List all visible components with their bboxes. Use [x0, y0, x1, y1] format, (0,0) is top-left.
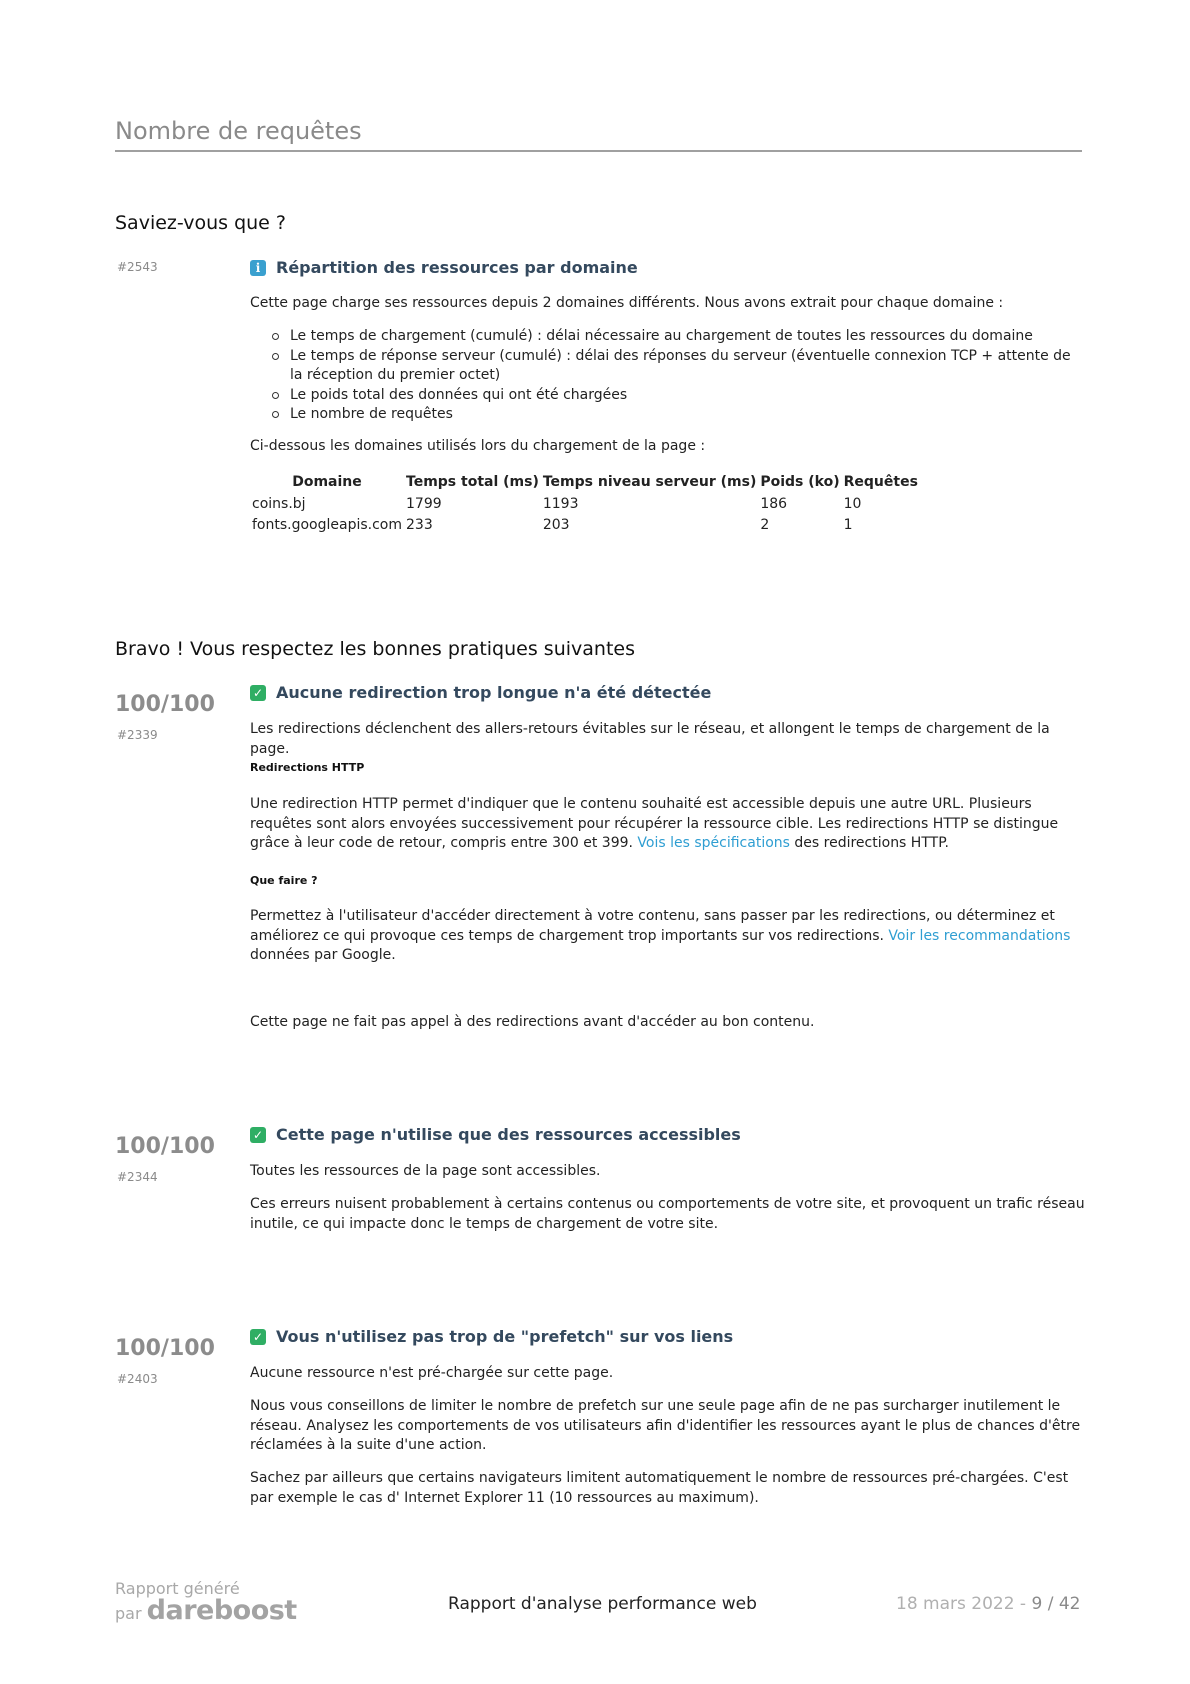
table-row	[250, 494, 920, 515]
table-intro: Ci-dessous les domaines utilisés lors du chargement de la page :	[250, 438, 706, 454]
rule-id: #2344	[117, 1170, 158, 1184]
check-icon: ✓	[250, 1329, 266, 1345]
rule-title	[250, 258, 638, 277]
rule-paragraph: Sachez par ailleurs que certains navigateurs limitent automatiquement le nombre de ressources pré-chargées. C'est par exemple le cas d' Internet Explorer 11 (10 ressources au maximum).	[250, 1470, 1069, 1506]
rule-title	[250, 1125, 741, 1144]
table-cell: fonts.googleapis.com	[252, 517, 403, 533]
table-cell: 186	[760, 496, 788, 512]
rule-paragraph: Nous vous conseillons de limiter le nombre de prefetch sur une seule page afin de ne pas surcharger inutilement le réseau. Analysez les comportements de vos utilisateurs afin d'identifier les ressources ayant le plus de chances d'être réclamées à la suite d'une action.	[250, 1398, 1081, 1453]
table-row	[250, 515, 920, 536]
rule-title-text: Répartition des ressources par domaine	[276, 258, 638, 277]
footer-branding	[115, 1578, 297, 1625]
footer-date-page	[896, 1594, 1080, 1614]
table-cell: 2	[760, 517, 770, 533]
rule-paragraph	[250, 907, 1085, 966]
rule-paragraph	[250, 795, 1085, 854]
rule-title-text: Aucune redirection trop longue n'a été détectée	[276, 683, 712, 702]
subheading: Que faire ?	[250, 874, 318, 887]
score-badge: 100/100	[115, 692, 215, 717]
domains-table	[250, 472, 920, 536]
score-badge: 100/100	[115, 1134, 215, 1159]
list-item: Le temps de chargement (cumulé) : délai nécessaire au chargement de toutes les ressources du domaine	[250, 327, 1085, 347]
check-icon: ✓	[250, 1127, 266, 1143]
column-header: Temps niveau serveur (ms)	[542, 474, 757, 490]
page-title: Nombre de requêtes	[115, 114, 1082, 152]
section-title-good-practices: Bravo ! Vous respectez les bonnes pratiques suivantes	[115, 638, 635, 660]
list-item: Le nombre de requêtes	[250, 405, 1085, 425]
list-item: Le poids total des données qui ont été chargées	[250, 386, 1085, 406]
info-icon: i	[250, 260, 266, 276]
table-cell: coins.bj	[252, 496, 306, 512]
table-cell: 1799	[406, 496, 442, 512]
score-badge: 100/100	[115, 1336, 215, 1361]
column-header: Poids (ko)	[760, 474, 840, 490]
check-icon: ✓	[250, 685, 266, 701]
rule-id: #2543	[117, 260, 158, 274]
table-cell: 203	[542, 517, 570, 533]
bullet-list	[250, 327, 1085, 425]
subheading: Redirections HTTP	[250, 761, 365, 774]
rule-paragraph: Cette page ne fait pas appel à des redirections avant d'accéder au bon contenu.	[250, 1014, 815, 1030]
rule-title	[250, 683, 711, 702]
table-cell: 233	[406, 517, 433, 533]
footer-date: 18 mars 2022 -	[896, 1594, 1027, 1614]
table-cell: 10	[843, 496, 862, 512]
dareboost-logo: dareboost	[146, 1595, 297, 1626]
section-title-did-you-know: Saviez-vous que ?	[115, 212, 286, 234]
table-cell: 1193	[542, 496, 579, 512]
rule-paragraph: Toutes les ressources de la page sont accessibles.	[250, 1163, 601, 1179]
footer-generated: Rapport généré	[115, 1579, 240, 1598]
table-header-row	[250, 472, 920, 494]
paragraph-text: Permettez à l'utilisateur d'accéder directement à votre contenu, sans passer par les redirections, ou déterminez et améliorez ce qui provoque ces temps de chargement trop importants sur vos redirections.	[250, 908, 1055, 944]
paragraph-text: Une redirection HTTP permet d'indiquer que le contenu souhaité est accessible depuis une autre URL. Plusieurs requêtes sont alors envoyées successivement pour récupérer la ressource cible. Les redirections HTTP se distingue grâce à leur code de retour, compris entre 300 et 399.	[250, 796, 1059, 851]
column-header: Requêtes	[843, 474, 918, 490]
rule-paragraph: Ces erreurs nuisent probablement à certains contenus ou comportements de votre site, et provoquent un trafic réseau inutile, ce qui impacte donc le temps de chargement de votre site.	[250, 1196, 1085, 1232]
column-header: Temps total (ms)	[406, 474, 539, 490]
rule-title	[250, 1327, 733, 1346]
page-number: 9 / 42	[1031, 1594, 1081, 1614]
rule-title-text: Cette page n'utilise que des ressources accessibles	[276, 1125, 741, 1144]
list-item: Le temps de réponse serveur (cumulé) : délai des réponses du serveur (éventuelle connexion TCP + attente de la réception du premier octet)	[250, 347, 1085, 386]
footer-report-title: Rapport d'analyse performance web	[448, 1594, 757, 1614]
rule-intro: Cette page charge ses ressources depuis 2 domaines différents. Nous avons extrait pour chaque domaine :	[250, 295, 1004, 311]
column-header: Domaine	[292, 474, 362, 490]
specifications-link[interactable]: Vois les spécifications	[637, 835, 790, 851]
paragraph-text: des redirections HTTP.	[789, 835, 949, 851]
footer-by: par	[115, 1604, 142, 1623]
paragraph-text: données par Google.	[250, 947, 396, 963]
rule-paragraph: Aucune ressource n'est pré-chargée sur cette page.	[250, 1365, 614, 1381]
rule-title-text: Vous n'utilisez pas trop de "prefetch" sur vos liens	[276, 1327, 734, 1346]
rule-id: #2339	[117, 728, 158, 742]
rule-paragraph: Les redirections déclenchent des allers-retours évitables sur le réseau, et allongent le temps de chargement de la page.	[250, 721, 1050, 757]
recommendations-link[interactable]: Voir les recommandations	[888, 927, 1071, 944]
table-cell: 1	[843, 517, 853, 533]
rule-id: #2403	[117, 1372, 158, 1386]
